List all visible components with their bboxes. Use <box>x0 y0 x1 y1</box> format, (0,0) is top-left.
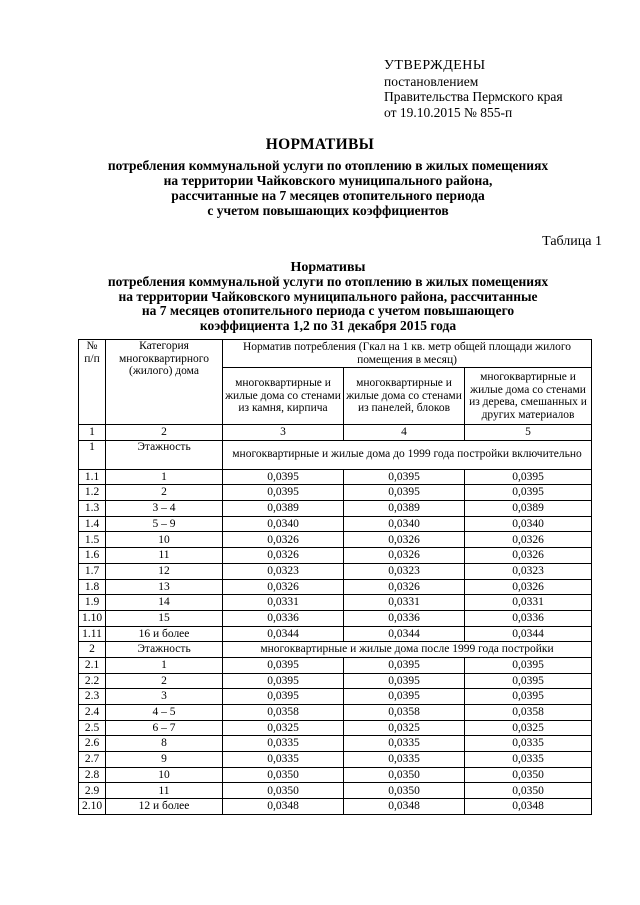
value-panel: 0,0326 <box>344 548 465 564</box>
value-panel: 0,0395 <box>344 485 465 501</box>
value-stone: 0,0395 <box>223 485 344 501</box>
value-wood: 0,0325 <box>465 720 592 736</box>
row-floors: 8 <box>106 736 223 752</box>
value-wood: 0,0395 <box>465 657 592 673</box>
row-floors: 12 и более <box>106 799 223 815</box>
row-number: 2.2 <box>79 673 106 689</box>
value-wood: 0,0350 <box>465 783 592 799</box>
value-stone: 0,0325 <box>223 720 344 736</box>
table-row <box>79 469 592 485</box>
value-wood: 0,0344 <box>465 626 592 642</box>
row-floors: 12 <box>106 563 223 579</box>
row-floors: 1 <box>106 469 223 485</box>
row-number: 1.1 <box>79 469 106 485</box>
value-wood: 0,0389 <box>465 501 592 517</box>
value-wood: 0,0395 <box>465 485 592 501</box>
value-panel: 0,0389 <box>344 501 465 517</box>
header-cell-stone: многоквартирные и жилые дома со стенами из камня, кирпича <box>223 368 344 425</box>
value-panel: 0,0335 <box>344 736 465 752</box>
subtitle-line: рассчитанные на 7 месяцев отопительного периода <box>171 188 485 203</box>
row-floors: 3 <box>106 689 223 705</box>
column-number-cell: 4 <box>344 425 465 441</box>
table-header-row <box>79 340 592 368</box>
approval-line: Правительства Пермского края <box>384 89 563 104</box>
row-floors: 11 <box>106 548 223 564</box>
column-number-row <box>79 425 592 441</box>
row-number: 1.5 <box>79 532 106 548</box>
table-row <box>79 516 592 532</box>
value-panel: 0,0325 <box>344 720 465 736</box>
value-wood: 0,0326 <box>465 532 592 548</box>
value-stone: 0,0326 <box>223 532 344 548</box>
header-cell-no: № п/п <box>79 340 106 425</box>
row-floors: 4 – 5 <box>106 705 223 721</box>
value-panel: 0,0344 <box>344 626 465 642</box>
row-floors: 15 <box>106 610 223 626</box>
table-row <box>79 752 592 768</box>
row-floors: 9 <box>106 752 223 768</box>
section-category: Этажность <box>106 440 223 469</box>
subtitle-line: с учетом повышающих коэффициентов <box>207 203 449 218</box>
table-subtitle-line: коэффициента 1,2 по 31 декабря 2015 года <box>199 317 457 333</box>
table-row <box>79 563 592 579</box>
table-row <box>79 673 592 689</box>
row-number: 2.6 <box>79 736 106 752</box>
value-panel: 0,0395 <box>344 657 465 673</box>
subtitle-line: потребления коммунальной услуги по отоплению в жилых помещениях <box>107 158 549 173</box>
value-panel: 0,0335 <box>344 752 465 768</box>
value-wood: 0,0335 <box>465 736 592 752</box>
value-wood: 0,0336 <box>465 610 592 626</box>
table-row <box>79 485 592 501</box>
table-row <box>79 548 592 564</box>
section-number: 2 <box>79 642 106 658</box>
value-stone: 0,0340 <box>223 516 344 532</box>
value-stone: 0,0336 <box>223 610 344 626</box>
value-stone: 0,0344 <box>223 626 344 642</box>
column-number-cell: 1 <box>79 425 106 441</box>
value-stone: 0,0335 <box>223 736 344 752</box>
value-panel: 0,0336 <box>344 610 465 626</box>
value-panel: 0,0323 <box>344 563 465 579</box>
section-category: Этажность <box>106 642 223 658</box>
row-number: 2.3 <box>79 689 106 705</box>
value-stone: 0,0335 <box>223 752 344 768</box>
row-number: 1.6 <box>79 548 106 564</box>
table-row <box>79 767 592 783</box>
value-panel: 0,0340 <box>344 516 465 532</box>
value-wood: 0,0340 <box>465 516 592 532</box>
value-wood: 0,0331 <box>465 595 592 611</box>
value-panel: 0,0348 <box>344 799 465 815</box>
table-row <box>79 689 592 705</box>
value-wood: 0,0350 <box>465 767 592 783</box>
row-floors: 10 <box>106 767 223 783</box>
value-panel: 0,0395 <box>344 673 465 689</box>
row-floors: 11 <box>106 783 223 799</box>
section-row <box>79 642 592 658</box>
table-row <box>79 579 592 595</box>
subtitle-line: на территории Чайковского муниципального района, <box>163 173 493 188</box>
row-floors: 10 <box>106 532 223 548</box>
table-row <box>79 799 592 815</box>
document-subtitle <box>60 158 596 218</box>
row-number: 2.7 <box>79 752 106 768</box>
table-row <box>79 626 592 642</box>
value-panel: 0,0350 <box>344 767 465 783</box>
value-stone: 0,0326 <box>223 579 344 595</box>
table-row <box>79 720 592 736</box>
approval-line: от 19.10.2015 № 855-п <box>384 104 513 120</box>
row-number: 1.7 <box>79 563 106 579</box>
row-floors: 3 – 4 <box>106 501 223 517</box>
table-subtitle-line: на 7 месяцев отопительного периода с учетом повышающего <box>141 303 515 318</box>
table-row <box>79 532 592 548</box>
row-floors: 2 <box>106 673 223 689</box>
header-cell-panel: многоквартирные и жилые дома со стенами из панелей, блоков <box>344 368 465 425</box>
value-panel: 0,0326 <box>344 579 465 595</box>
value-panel: 0,0358 <box>344 705 465 721</box>
column-number-cell: 5 <box>465 425 592 441</box>
section-number: 1 <box>79 440 106 469</box>
row-floors: 2 <box>106 485 223 501</box>
value-stone: 0,0358 <box>223 705 344 721</box>
header-cell-norm: Норматив потребления (Гкал на 1 кв. метр общей площади жилого помещения в месяц) <box>223 340 592 368</box>
row-number: 1.11 <box>79 626 106 642</box>
table-title: Нормативы <box>290 260 366 275</box>
value-wood: 0,0358 <box>465 705 592 721</box>
value-wood: 0,0395 <box>465 469 592 485</box>
value-wood: 0,0395 <box>465 689 592 705</box>
value-stone: 0,0323 <box>223 563 344 579</box>
value-wood: 0,0323 <box>465 563 592 579</box>
value-stone: 0,0326 <box>223 548 344 564</box>
value-wood: 0,0348 <box>465 799 592 815</box>
value-stone: 0,0395 <box>223 657 344 673</box>
row-floors: 1 <box>106 657 223 673</box>
table-subtitle-line: потребления коммунальной услуги по отоплению в жилых помещениях <box>107 274 549 289</box>
value-wood: 0,0335 <box>465 752 592 768</box>
row-number: 1.9 <box>79 595 106 611</box>
value-stone: 0,0348 <box>223 799 344 815</box>
approval-line: постановлением <box>384 73 479 89</box>
table-row <box>79 657 592 673</box>
table-row <box>79 736 592 752</box>
row-floors: 14 <box>106 595 223 611</box>
approval-block <box>384 58 563 120</box>
row-floors: 13 <box>106 579 223 595</box>
value-panel: 0,0395 <box>344 469 465 485</box>
value-wood: 0,0326 <box>465 579 592 595</box>
value-stone: 0,0331 <box>223 595 344 611</box>
column-number-cell: 2 <box>106 425 223 441</box>
section-title: многоквартирные и жилые дома до 1999 года постройки включительно <box>223 440 592 469</box>
value-panel: 0,0331 <box>344 595 465 611</box>
column-number-cell: 3 <box>223 425 344 441</box>
row-number: 2.4 <box>79 705 106 721</box>
value-stone: 0,0350 <box>223 783 344 799</box>
row-number: 2.9 <box>79 783 106 799</box>
row-number: 1.10 <box>79 610 106 626</box>
value-stone: 0,0350 <box>223 767 344 783</box>
table-row <box>79 595 592 611</box>
value-panel: 0,0326 <box>344 532 465 548</box>
document-title: НОРМАТИВЫ <box>265 136 375 153</box>
row-floors: 16 и более <box>106 626 223 642</box>
row-number: 1.2 <box>79 485 106 501</box>
row-floors: 5 – 9 <box>106 516 223 532</box>
value-stone: 0,0395 <box>223 469 344 485</box>
row-number: 2.5 <box>79 720 106 736</box>
value-wood: 0,0395 <box>465 673 592 689</box>
section-title: многоквартирные и жилые дома после 1999 года постройки <box>223 642 592 658</box>
row-number: 1.8 <box>79 579 106 595</box>
table-row <box>79 501 592 517</box>
value-stone: 0,0389 <box>223 501 344 517</box>
header-cell-category: Категория многоквартирного (жилого) дома <box>106 340 223 425</box>
value-panel: 0,0395 <box>344 689 465 705</box>
table-subtitle-line: на территории Чайковского муниципального района, рассчитанные <box>118 288 538 304</box>
norms-table <box>78 339 592 815</box>
row-number: 1.4 <box>79 516 106 532</box>
row-floors: 6 – 7 <box>106 720 223 736</box>
row-number: 1.3 <box>79 501 106 517</box>
value-wood: 0,0326 <box>465 548 592 564</box>
row-number: 2.8 <box>79 767 106 783</box>
row-number: 2.10 <box>79 799 106 815</box>
table-row <box>79 705 592 721</box>
value-panel: 0,0350 <box>344 783 465 799</box>
section-row <box>79 440 592 469</box>
table-subtitle <box>60 275 596 333</box>
table-number-label: Таблица 1 <box>542 234 602 249</box>
row-number: 2.1 <box>79 657 106 673</box>
table-row <box>79 783 592 799</box>
table-row <box>79 610 592 626</box>
approval-heading: УТВЕРЖДЕНЫ <box>384 58 486 73</box>
value-stone: 0,0395 <box>223 689 344 705</box>
value-stone: 0,0395 <box>223 673 344 689</box>
header-cell-wood: многоквартирные и жилые дома со стенами из дерева, смешанных и других материалов <box>465 368 592 425</box>
